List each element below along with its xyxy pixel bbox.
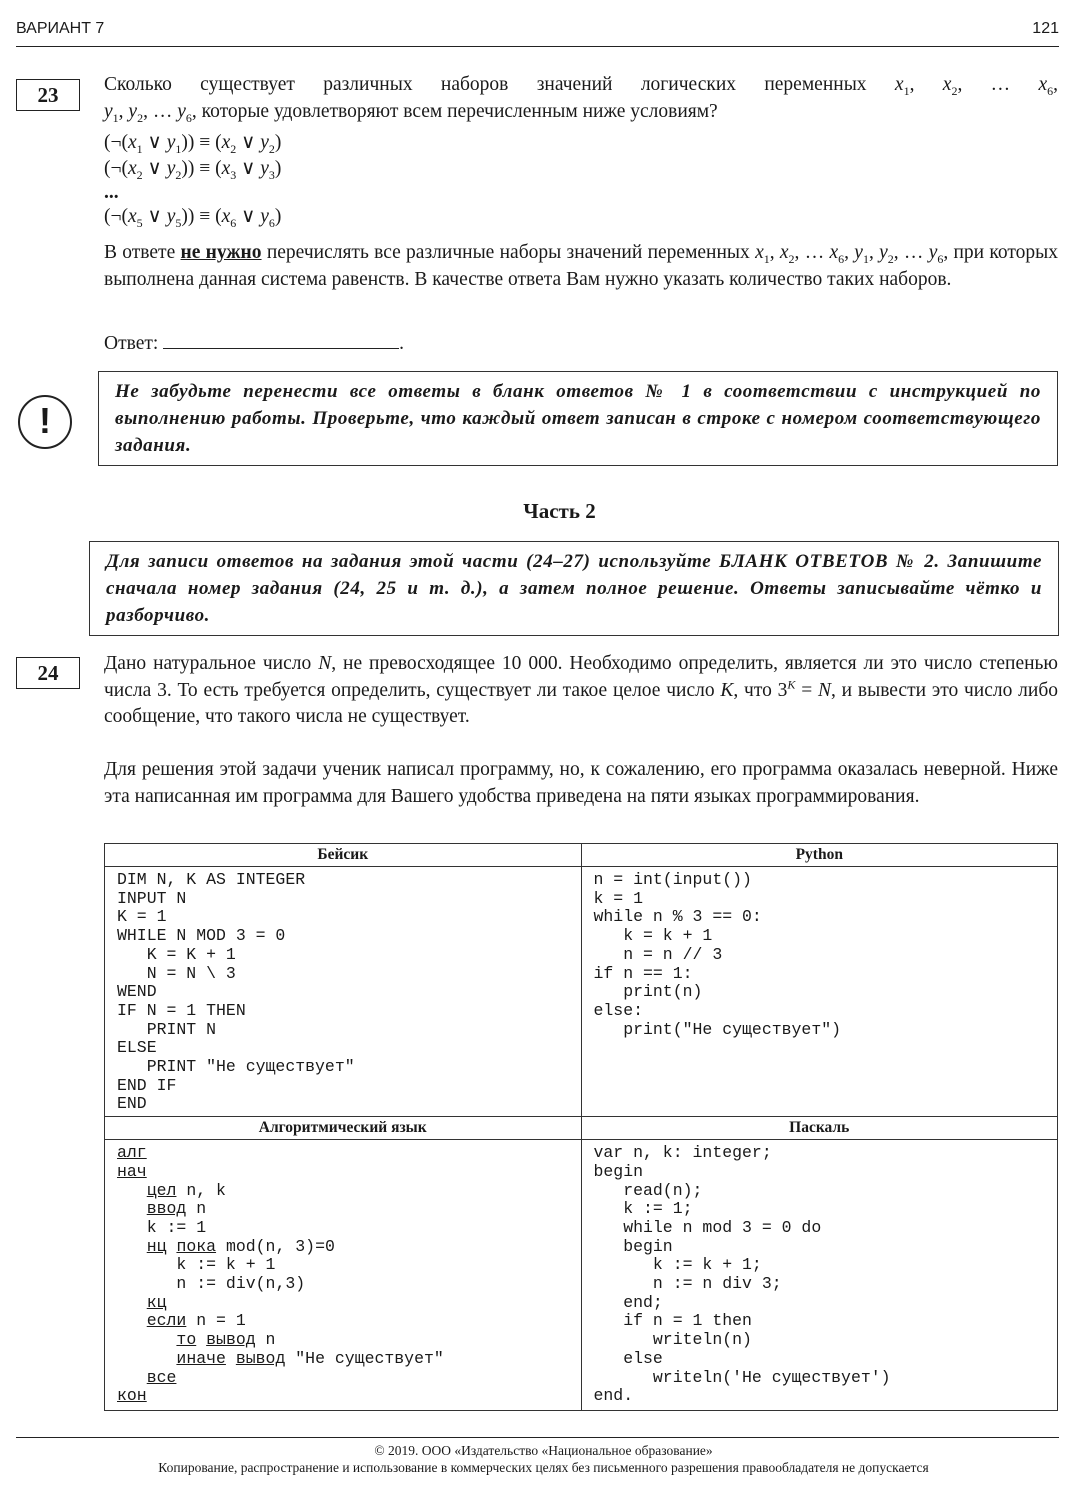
header-divider xyxy=(16,46,1059,47)
python-header: Python xyxy=(581,844,1058,867)
var-n: N xyxy=(318,653,332,674)
algo-header: Алгоритмический язык xyxy=(105,1117,582,1140)
task-24-p1a: Дано натуральное число xyxy=(104,653,312,674)
task-23-line1: Сколько существует различных наборов значений логических переменных xyxy=(104,74,867,95)
task-24-text: Дано натуральное число N, не превосходящее 10 000. Необходимо определить, является ли это число степенью числа 3. То есть требуется определить, существует ли такое целое число K, что $3^K = N$, и вывести это число либо сообщение, что такого числа не существует. xyxy=(104,653,1058,727)
equation-system: ($\neg(x_1$ ∨ $y_1)) \equiv (x_2$ ∨ $y_2$) ($\neg(x_2$ ∨ $y_2)) \equiv (x_3$ ∨ $y_3$) ... ($\neg(x_5$ ∨ $y_5)) \equiv (x_6$ ∨ $y_6$) xyxy=(104,132,282,230)
task-24-p1d: и вывести это число либо сообщение, что такого числа не существует. xyxy=(104,679,1058,727)
task-23-line2: , которые удовлетворяют всем перечисленным ниже условиям? xyxy=(191,100,718,122)
task-23-text: Сколько существует различных наборов значений логических переменных $x_1$, $x_2$, … $x_6$, $y_1$, $y_2$, … $y_6$, которые удовлетворяют всем перечисленным ниже условиям? xyxy=(104,74,1059,125)
basic-header: Бейсик xyxy=(105,844,582,867)
task-24-p2: Для решения этой задачи ученик написал программу, но, к сожалению, его программа оказалась неверной. Ниже эта написанная им программа для Вашего удобства приведена на пяти языках программирования. xyxy=(104,759,1058,807)
task-23-note: В ответе не нужно перечислять все различные наборы значений переменных $x_1$, $x_2$, … $x_6$, $y_1$, $y_2$, … $y_6$, при которых выполнена данная система равенств. В качестве ответа Вам нужно указать количество таких наборов. xyxy=(104,242,1058,290)
note-emphasis: не нужно xyxy=(180,242,262,263)
note-mid: перечислять все различные наборы значений переменных xyxy=(266,242,750,263)
python-code: n = int(input()) k = 1 while n % 3 == 0: k = k + 1 n = n // 3 if n == 1: print(n) else: print("Не существует") xyxy=(593,870,842,1039)
equation-dots: ... xyxy=(104,182,119,203)
notice-box: Не забудьте перенести все ответы в бланк ответов № 1 в соответствии с инструкцией по выполнению работы. Проверьте, что каждый ответ записан в строке с номером соответствующего задания. xyxy=(98,371,1058,466)
task-23-number: 23 xyxy=(16,79,80,111)
basic-code: DIM N, K AS INTEGER INPUT N K = 1 WHILE N MOD 3 = 0 K = K + 1 N = N \ 3 WEND IF N = 1 THEN PRINT N ELSE PRINT "Не существует" END IF END xyxy=(117,870,355,1114)
answer-blank[interactable] xyxy=(163,330,399,349)
part-2-title: Часть 2 xyxy=(523,499,596,523)
task-24-p1c: , что 3 xyxy=(733,679,788,701)
algo-code: алг нач цел n, k ввод n k := 1 нц пока mod(n, 3)=0 k := k + 1 n := div(n,3) кц если n = 1 то вывод n иначе вывод "Не существует" все кон xyxy=(117,1143,444,1406)
pascal-code: var n, k: integer; begin read(n); k := 1; while n mod 3 = 0 do begin k := k + 1; n := n div 3; end; if n = 1 then writeln(n) else writeln('Не существует') end. xyxy=(593,1143,891,1406)
code-table xyxy=(104,843,1058,1411)
page-number: 121 xyxy=(1032,20,1059,37)
variant-label: ВАРИАНТ 7 xyxy=(16,20,105,37)
task-24-number: 24 xyxy=(16,657,80,689)
note-prefix: В ответе xyxy=(104,242,176,263)
pascal-header: Паскаль xyxy=(581,1117,1058,1140)
part-2-instruction: Для записи ответов на задания этой части (24–27) используйте БЛАНК ОТВЕТОВ № 2. Запишите сначала номер задания (24, 25 и т. д.), а затем полное решение. Ответы записывайте чётко и разборчиво. xyxy=(89,541,1059,636)
exclamation-icon: ! xyxy=(18,395,72,449)
footer-notice: Копирование, распространение и использование в коммерческих целях без письменного разрешения правообладателя не допускается xyxy=(158,1460,929,1475)
note-tail: , при которых выполнена данная система равенств. В качестве ответа Вам нужно указать количество таких наборов. xyxy=(104,242,1058,290)
footer-divider xyxy=(16,1437,1059,1438)
var-k: K xyxy=(720,679,734,701)
answer-line: Ответ: . xyxy=(104,330,404,358)
answer-label: Ответ: xyxy=(104,333,159,354)
task-24-p1b: , не превосходящее 10 000. Необходимо определить, является ли это число степенью числа 3. То есть требуется определить, существует ли такое целое число xyxy=(104,653,1058,701)
footer-copyright: © 2019. ООО «Издательство «Национальное образование» xyxy=(374,1443,713,1458)
